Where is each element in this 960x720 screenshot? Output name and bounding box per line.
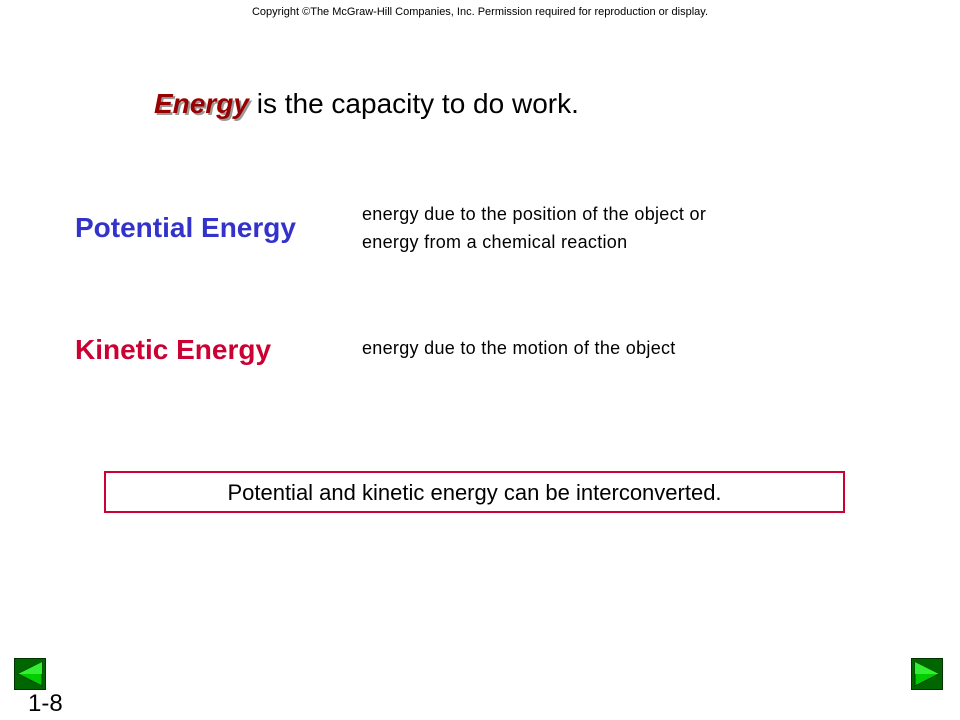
slide-number: 1-8 xyxy=(28,690,63,717)
interconversion-callout: Potential and kinetic energy can be interconverted. xyxy=(104,471,845,513)
triangle-left-icon xyxy=(15,659,45,689)
definition-line: energy due to the motion of the object xyxy=(362,338,676,358)
definition-line: energy due to the position of the object or xyxy=(362,204,707,224)
previous-slide-button[interactable] xyxy=(14,658,46,690)
heading-text: is the capacity to do work. xyxy=(248,88,579,119)
triangle-right-icon xyxy=(912,659,942,689)
slide-heading xyxy=(154,88,579,120)
kinetic-energy-label: Kinetic Energy xyxy=(75,334,272,365)
potential-energy-label: Potential Energy xyxy=(75,212,296,243)
definition-line: energy from a chemical reaction xyxy=(362,232,628,252)
potential-energy-definition xyxy=(362,200,706,256)
copyright-notice: Copyright ©The McGraw-Hill Companies, Inc. Permission required for reproduction or display. xyxy=(251,6,709,18)
kinetic-energy-definition xyxy=(362,334,676,362)
heading-term: Energy xyxy=(154,88,249,119)
next-slide-button[interactable] xyxy=(911,658,943,690)
